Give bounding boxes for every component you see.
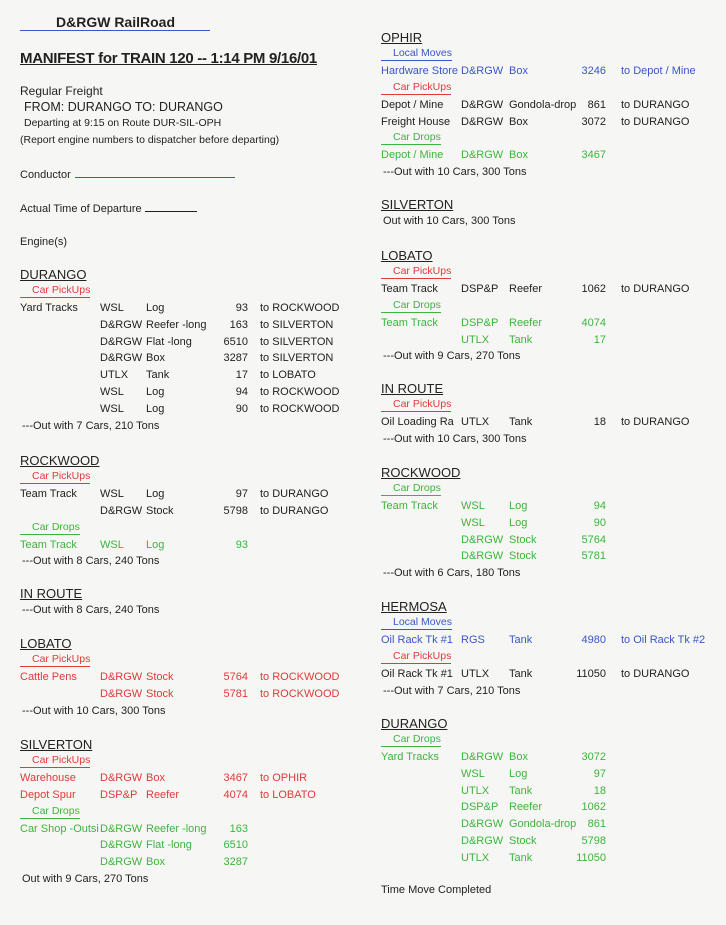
car-car-type: Tank — [509, 333, 533, 346]
car-row — [20, 770, 360, 787]
car-destination: to DURANGO — [621, 115, 690, 128]
car-car-type: Box — [146, 856, 165, 869]
car-row — [381, 816, 721, 833]
car-track: Car Shop -Outsi — [20, 822, 99, 835]
car-car-number: 90 — [235, 402, 248, 415]
freight-type: Regular Freight — [20, 84, 103, 98]
car-car-number: 163 — [229, 822, 248, 835]
car-destination: to ROCKWOOD — [260, 671, 340, 683]
car-car-type: Log — [146, 402, 165, 415]
car-row — [381, 97, 721, 114]
car-car-number: 3467 — [581, 149, 606, 162]
out-summary: ---Out with 7 Cars, 210 Tons — [22, 419, 160, 432]
station-name: SILVERTON — [20, 737, 93, 752]
car-car-type: Log — [509, 767, 528, 780]
car-row — [20, 686, 360, 703]
car-pickups-label: Car PickUps — [20, 283, 90, 298]
car-car-number: 3287 — [223, 352, 248, 365]
car-car-type: Box — [146, 352, 165, 365]
car-road: WSL — [100, 538, 124, 551]
car-row — [381, 783, 721, 800]
car-destination: to SILVERTON — [260, 352, 334, 365]
car-pickups-label: Car PickUps — [381, 649, 451, 664]
car-road: D&RGW — [100, 687, 143, 700]
car-car-number: 4980 — [581, 634, 606, 646]
car-row — [20, 503, 360, 520]
car-car-type: Box — [509, 115, 528, 128]
car-car-type: Tank — [146, 369, 170, 382]
car-destination: to LOBATO — [260, 788, 316, 801]
station-name: OPHIR — [381, 30, 423, 45]
car-pickups-label: Car PickUps — [381, 264, 451, 279]
car-car-number: 3072 — [581, 115, 606, 128]
car-car-type: Stock — [146, 671, 174, 683]
car-car-type: Gondola-drop — [509, 818, 577, 831]
car-row — [20, 537, 360, 554]
car-track: Cattle Pens — [20, 671, 77, 683]
car-destination: to ROCKWOOD — [260, 402, 340, 415]
car-car-type: Stock — [509, 834, 537, 847]
car-car-type: Tank — [509, 416, 533, 428]
station-name: LOBATO — [20, 636, 72, 651]
car-road: D&RGW — [100, 318, 143, 331]
car-road: D&RGW — [100, 822, 143, 835]
car-road: UTLX — [100, 369, 129, 382]
car-track: Depot Spur — [20, 788, 76, 801]
car-track: Hardware Store — [381, 65, 459, 77]
car-drops-label: Car Drops — [381, 481, 441, 496]
car-road: DSP&P — [100, 788, 138, 801]
car-car-number: 5781 — [581, 550, 606, 563]
car-car-type: Box — [146, 772, 165, 784]
stop-rockwood-return — [381, 464, 721, 582]
car-track: Team Track — [20, 488, 77, 500]
car-car-number: 6510 — [223, 839, 248, 852]
car-row — [381, 281, 721, 298]
out-summary: ---Out with 9 Cars, 270 Tons — [383, 350, 521, 363]
car-car-number: 5764 — [581, 533, 606, 546]
car-car-type: Reefer — [146, 788, 180, 801]
car-road: UTLX — [461, 784, 490, 797]
out-summary: Out with 10 Cars, 300 Tons — [383, 215, 516, 227]
car-road: WSL — [100, 402, 124, 415]
car-car-type: Box — [509, 751, 528, 763]
car-car-number: 1062 — [581, 283, 606, 295]
car-track: Team Track — [20, 538, 77, 551]
car-car-number: 6510 — [223, 335, 248, 348]
local-moves-label: Local Moves — [381, 615, 452, 630]
stop-in-route — [20, 585, 360, 619]
out-summary: ---Out with 10 Cars, 300 Tons — [383, 166, 527, 179]
car-car-number: 3072 — [581, 751, 606, 763]
car-car-number: 3246 — [581, 65, 606, 77]
car-car-type: Log — [509, 516, 528, 529]
car-destination: to DURANGO — [621, 667, 690, 680]
car-row — [381, 749, 721, 766]
car-car-number: 3467 — [223, 772, 248, 784]
car-car-type: Flat -long — [146, 335, 192, 348]
car-drops-label: Car Drops — [381, 298, 441, 313]
car-track: Team Track — [381, 500, 438, 512]
station-name: DURANGO — [20, 267, 87, 282]
car-destination: to DURANGO — [621, 98, 690, 111]
car-road: DSP&P — [461, 283, 499, 295]
car-row — [381, 332, 721, 349]
car-row — [381, 766, 721, 783]
car-row — [20, 787, 360, 804]
car-drops-label: Car Drops — [381, 130, 441, 145]
stop-lobato-return — [381, 247, 721, 365]
car-car-number: 4074 — [581, 316, 606, 329]
car-road: WSL — [461, 767, 485, 780]
car-car-type: Log — [146, 385, 165, 398]
stop-ophir — [381, 29, 721, 181]
car-pickups-label: Car PickUps — [20, 753, 90, 768]
car-car-number: 11050 — [576, 851, 606, 864]
car-car-number: 97 — [593, 767, 606, 780]
car-pickups-label: Car PickUps — [20, 469, 90, 484]
car-car-number: 93 — [235, 302, 248, 314]
car-row — [20, 300, 360, 317]
engines-label: Engine(s) — [20, 236, 68, 248]
car-road: UTLX — [461, 667, 490, 680]
car-row — [381, 414, 721, 431]
car-road: D&RGW — [461, 98, 504, 111]
car-track: Depot / Mine — [381, 149, 444, 162]
car-car-type: Reefer — [509, 283, 543, 295]
car-road: D&RGW — [461, 115, 504, 128]
car-car-number: 97 — [235, 488, 248, 500]
car-row — [381, 532, 721, 549]
car-row — [20, 669, 360, 686]
car-road: D&RGW — [461, 834, 504, 847]
car-row — [381, 498, 721, 515]
car-row — [381, 515, 721, 532]
conductor-label: Conductor — [20, 169, 71, 181]
car-car-type: Reefer — [509, 801, 543, 814]
out-summary: ---Out with 10 Cars, 300 Tons — [22, 704, 166, 717]
car-road: WSL — [100, 488, 124, 500]
car-destination: to DURANGO — [621, 283, 690, 295]
car-car-number: 93 — [235, 538, 248, 551]
conductor-field[interactable] — [20, 168, 235, 181]
car-car-number: 3287 — [223, 856, 248, 869]
car-road: D&RGW — [461, 533, 504, 546]
from-to: FROM: DURANGO TO: DURANGO — [24, 100, 223, 114]
car-road: D&RGW — [461, 818, 504, 831]
car-destination: to ROCKWOOD — [260, 302, 340, 314]
departing-info: Departing at 9:15 on Route DUR-SIL-OPH — [24, 117, 222, 129]
car-car-number: 1062 — [581, 801, 606, 814]
car-drops-label: Car Drops — [20, 804, 80, 819]
stop-durango-start — [20, 266, 360, 435]
car-car-number: 5798 — [223, 504, 248, 517]
car-row — [381, 147, 721, 164]
car-destination: to SILVERTON — [260, 335, 334, 348]
car-road: RGS — [461, 634, 485, 646]
car-row — [381, 114, 721, 131]
car-row — [381, 850, 721, 867]
car-track: Yard Tracks — [381, 751, 439, 763]
car-car-number: 4074 — [223, 788, 248, 801]
car-car-number: 94 — [235, 385, 248, 398]
car-road: WSL — [461, 516, 485, 529]
car-row — [20, 821, 360, 838]
car-destination: to Oil Rack Tk #2 — [621, 634, 706, 646]
car-car-type: Stock — [146, 687, 174, 700]
car-row — [381, 833, 721, 850]
car-car-type: Flat -long — [146, 839, 192, 852]
out-summary: ---Out with 7 Cars, 210 Tons — [383, 684, 521, 697]
car-row — [20, 350, 360, 367]
car-car-number: 5764 — [223, 671, 248, 683]
car-pickups-label: Car PickUps — [381, 397, 451, 412]
car-car-type: Log — [146, 538, 165, 551]
car-track: Oil Rack Tk #1 — [381, 634, 453, 646]
car-row — [381, 632, 721, 649]
car-road: UTLX — [461, 416, 490, 428]
station-name: IN ROUTE — [20, 586, 83, 601]
car-row — [381, 799, 721, 816]
car-car-type: Tank — [509, 667, 533, 680]
station-name: LOBATO — [381, 248, 433, 263]
out-summary: Out with 9 Cars, 270 Tons — [22, 872, 149, 885]
departure-field[interactable] — [20, 202, 197, 215]
station-name: ROCKWOOD — [381, 465, 461, 480]
out-summary: ---Out with 10 Cars, 300 Tons — [383, 432, 527, 445]
car-car-type: Reefer -long — [146, 822, 207, 835]
car-road: WSL — [461, 500, 485, 512]
stop-lobato — [20, 635, 360, 720]
car-road: DSP&P — [461, 316, 499, 329]
local-moves-label: Local Moves — [381, 46, 452, 61]
car-drops-label: Car Drops — [20, 520, 80, 535]
car-car-number: 94 — [593, 500, 606, 512]
car-destination: to LOBATO — [260, 369, 316, 382]
car-row — [20, 384, 360, 401]
car-track: Warehouse — [20, 772, 76, 784]
car-road: D&RGW — [100, 839, 143, 852]
car-car-number: 17 — [235, 369, 248, 382]
station-name: DURANGO — [381, 716, 448, 731]
stop-rockwood — [20, 452, 360, 570]
car-track: Oil Loading Ra — [381, 416, 454, 428]
car-road: D&RGW — [461, 65, 504, 77]
car-car-number: 90 — [593, 516, 606, 529]
car-road: DSP&P — [461, 801, 499, 814]
car-road: D&RGW — [100, 856, 143, 869]
station-name: HERMOSA — [381, 599, 447, 614]
car-road: D&RGW — [461, 149, 504, 162]
car-destination: to DURANGO — [621, 416, 690, 428]
car-track: Freight House — [381, 115, 451, 128]
stop-in-route-return — [381, 380, 721, 448]
car-row — [381, 666, 721, 683]
car-car-type: Box — [509, 149, 528, 162]
station-name: ROCKWOOD — [20, 453, 100, 468]
out-summary: ---Out with 8 Cars, 240 Tons — [22, 604, 160, 616]
car-road: D&RGW — [100, 772, 143, 784]
stop-silverton-return — [381, 196, 721, 230]
car-road: D&RGW — [461, 751, 504, 763]
railroad-name: D&RGW RailRoad — [20, 14, 210, 31]
car-row — [381, 548, 721, 565]
car-car-type: Log — [146, 302, 165, 314]
stop-hermosa — [381, 598, 721, 700]
car-road: UTLX — [461, 851, 490, 864]
car-row — [20, 401, 360, 418]
car-destination: to DURANGO — [260, 504, 329, 517]
car-destination: to OPHIR — [260, 772, 308, 784]
car-road: D&RGW — [100, 352, 143, 365]
dispatcher-note: (Report engine numbers to dispatcher before departing) — [20, 134, 280, 146]
car-car-number: 18 — [593, 784, 606, 797]
out-summary: ---Out with 8 Cars, 240 Tons — [22, 555, 160, 568]
car-car-type: Tank — [509, 851, 533, 864]
car-road: D&RGW — [100, 335, 143, 348]
stop-silverton — [20, 736, 360, 888]
car-destination: to Depot / Mine — [621, 65, 696, 77]
car-destination: to DURANGO — [260, 488, 329, 500]
out-summary: ---Out with 6 Cars, 180 Tons — [383, 567, 521, 580]
car-car-type: Log — [146, 488, 165, 500]
completed-label: Time Move Completed — [381, 884, 492, 896]
car-destination: to ROCKWOOD — [260, 687, 340, 700]
car-car-type: Tank — [509, 634, 533, 646]
car-car-type: Box — [509, 65, 528, 77]
car-track: Yard Tracks — [20, 302, 78, 314]
car-car-type: Stock — [509, 533, 537, 546]
car-car-type: Gondola-drop — [509, 98, 577, 111]
car-row — [20, 367, 360, 384]
station-name: IN ROUTE — [381, 381, 444, 396]
car-drops-label: Car Drops — [381, 732, 441, 747]
car-car-type: Reefer -long — [146, 318, 207, 331]
car-car-number: 18 — [593, 416, 606, 428]
car-car-number: 861 — [587, 818, 606, 831]
car-pickups-label: Car PickUps — [20, 652, 90, 667]
car-car-number: 5798 — [581, 834, 606, 847]
car-road: WSL — [100, 302, 124, 314]
car-track: Oil Rack Tk #1 — [381, 667, 453, 680]
car-pickups-label: Car PickUps — [381, 80, 451, 95]
car-track: Team Track — [381, 283, 438, 295]
car-destination: to SILVERTON — [260, 318, 334, 331]
car-car-number: 11050 — [576, 667, 606, 680]
car-track: Team Track — [381, 316, 438, 329]
car-car-type: Tank — [509, 784, 533, 797]
car-car-number: 17 — [593, 333, 606, 346]
car-row — [20, 837, 360, 854]
car-car-number: 5781 — [223, 687, 248, 700]
car-car-number: 163 — [229, 318, 248, 331]
station-name: SILVERTON — [381, 197, 454, 212]
car-row — [20, 317, 360, 334]
car-row — [381, 315, 721, 332]
car-row — [20, 854, 360, 871]
car-road: D&RGW — [461, 550, 504, 563]
car-road: UTLX — [461, 333, 490, 346]
time-move-completed[interactable] — [381, 884, 491, 896]
car-row — [20, 334, 360, 351]
manifest-title: MANIFEST for TRAIN 120 -- 1:14 PM 9/16/01 — [20, 50, 317, 67]
car-road: WSL — [100, 385, 124, 398]
car-car-type: Log — [509, 500, 528, 512]
car-road: D&RGW — [100, 671, 143, 683]
car-destination: to ROCKWOOD — [260, 385, 340, 398]
car-row — [20, 486, 360, 503]
stop-durango-end — [381, 715, 721, 867]
car-car-number: 861 — [587, 98, 606, 111]
car-car-type: Reefer — [509, 316, 543, 329]
car-track: Depot / Mine — [381, 98, 444, 111]
car-row — [381, 63, 721, 80]
car-road: D&RGW — [100, 504, 143, 517]
departure-label: Actual Time of Departure — [20, 203, 142, 215]
car-car-type: Stock — [509, 550, 537, 563]
car-car-type: Stock — [146, 504, 174, 517]
